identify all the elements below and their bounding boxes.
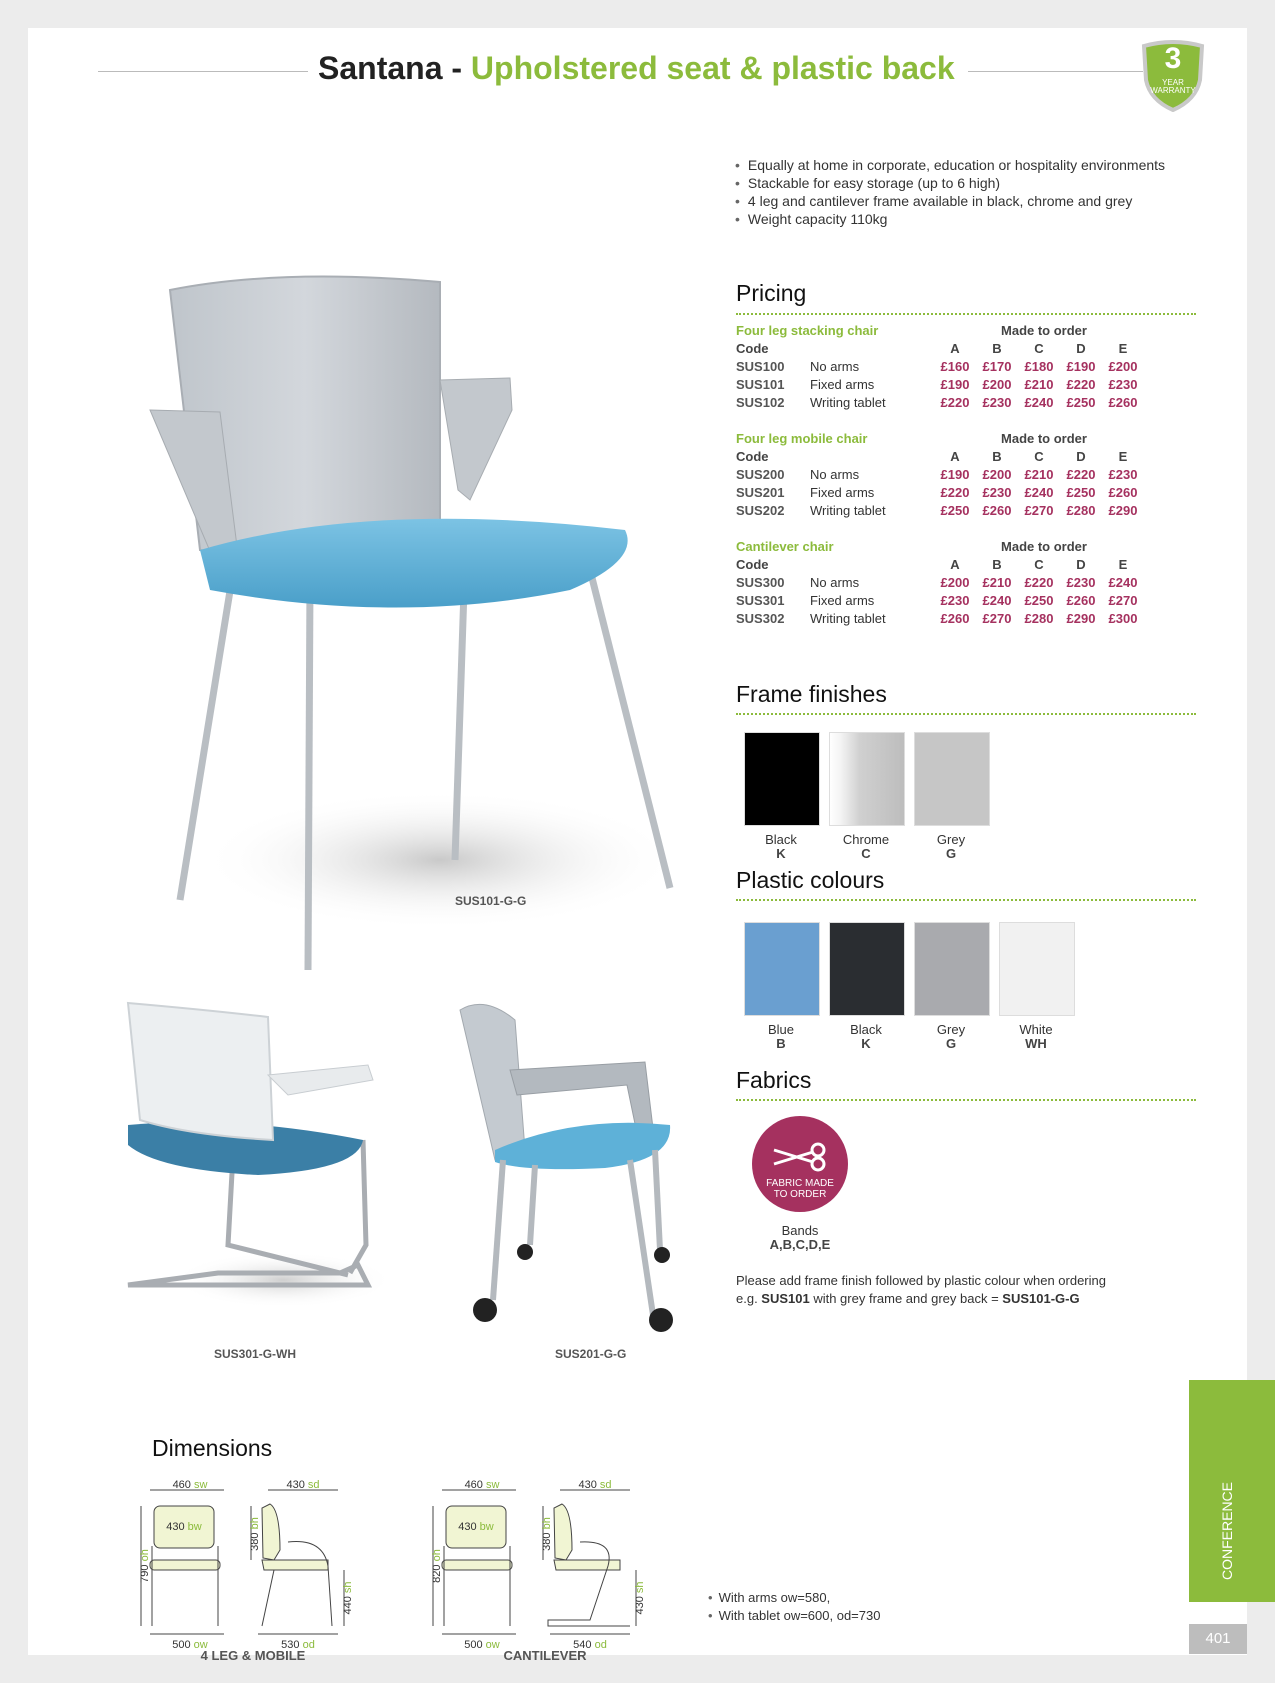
price-cell: £170 [982, 359, 1012, 374]
frame-finishes-divider [736, 713, 1196, 715]
plastic-colour-code: B [776, 1036, 786, 1051]
dimension-diagram-label: CANTILEVER [503, 1648, 587, 1663]
dimension-drawing [138, 1480, 368, 1660]
warranty-number: 3 [1164, 42, 1182, 75]
frame-finish-code: G [945, 846, 957, 861]
frame-finish-swatch-label [821, 833, 911, 861]
pricing-row [736, 593, 1196, 611]
front-seat-shape [442, 1560, 512, 1570]
pricing-heading: Pricing [736, 280, 807, 306]
plastic-colour-code: K [861, 1036, 871, 1051]
side-seat-shape [262, 1560, 328, 1570]
pricing-row [736, 611, 1196, 629]
cantilever-chair-image [118, 995, 388, 1315]
dimension-diagram-label: 4 LEG & MOBILE [200, 1648, 306, 1663]
price-cell: £250 [1024, 593, 1054, 608]
frame-finish-swatch-label [906, 833, 996, 861]
price-cell: £240 [1024, 395, 1054, 410]
band-column-label: D [1076, 557, 1086, 572]
dim-od: 540 od [573, 1639, 607, 1651]
product-description: Fixed arms [810, 377, 875, 392]
product-description: No arms [810, 575, 860, 590]
plastic-colour-name: Blue [767, 1022, 795, 1037]
dim-ow: 500 ow [172, 1639, 208, 1651]
dimension-note: • With tablet ow=600, od=730 [708, 1608, 881, 1623]
order-note-line1: Please add frame finish followed by plastic colour when ordering [736, 1273, 1106, 1288]
band-column-label: C [1034, 449, 1044, 464]
dim-sw: 460 sw [172, 1480, 208, 1491]
title-rule-left [98, 71, 308, 72]
front-seat-shape [150, 1560, 220, 1570]
frame-finish-name: Black [765, 832, 797, 847]
product-code: SUS101 [736, 377, 785, 392]
price-cell: £300 [1108, 611, 1138, 626]
dim-bh: 380 bh [249, 1517, 261, 1551]
dim-bh: 380 bh [541, 1517, 553, 1551]
pricing-row [736, 359, 1196, 377]
main-chair-caption: SUS101-G-G [455, 894, 527, 908]
side-back-shape [262, 1504, 280, 1560]
band-column-label: B [992, 449, 1002, 464]
dimension-drawing [430, 1480, 660, 1660]
plastic-colour-swatch-label [991, 1023, 1081, 1051]
page-title [318, 50, 955, 87]
page-number: 401 [1189, 1624, 1247, 1654]
fabric-badge-line1: FABRIC MADE [766, 1178, 834, 1189]
plastic-colour-name: Grey [936, 1022, 966, 1037]
product-code: SUS301 [736, 593, 785, 608]
side-leg [262, 1570, 274, 1626]
price-cell: £270 [1024, 503, 1054, 518]
price-cell: £280 [1066, 503, 1096, 518]
dimension-note: • With arms ow=580, [708, 1590, 831, 1605]
price-cell: £240 [1108, 575, 1138, 590]
feature-item: • Weight capacity 110kg [735, 210, 1165, 228]
price-cell: £200 [982, 377, 1012, 392]
price-cell: £160 [940, 359, 970, 374]
dim-sd: 430 sd [286, 1480, 320, 1491]
scissors-icon [770, 1142, 830, 1172]
plastic-colour-swatch [999, 922, 1075, 1016]
dim-bw: 430 bw [166, 1521, 202, 1533]
pricing-row [736, 395, 1196, 413]
price-cell: £210 [982, 575, 1012, 590]
price-cell: £260 [982, 503, 1012, 518]
dim-sd: 430 sd [578, 1480, 612, 1491]
price-cell: £260 [1108, 395, 1138, 410]
product-code: SUS200 [736, 467, 785, 482]
plastic-colours-heading: Plastic colours [736, 867, 885, 893]
price-cell: £230 [940, 593, 970, 608]
pricing-column-header [736, 557, 1196, 575]
plastic-colour-swatch-label [906, 1023, 996, 1051]
frame-finish-code: K [776, 846, 786, 861]
pricing-column-header [736, 341, 1196, 359]
feature-list [735, 156, 1165, 228]
frame-finish-swatch [744, 732, 820, 826]
made-to-order-label: Made to order [1001, 539, 1087, 554]
band-column-label: A [950, 449, 960, 464]
price-cell: £250 [940, 503, 970, 518]
pricing-row [736, 377, 1196, 395]
price-cell: £240 [982, 593, 1012, 608]
code-column-label: Code [736, 557, 769, 572]
order-note-line2 [736, 1290, 1106, 1308]
plastic-colour-code: G [945, 1036, 957, 1051]
order-note-middle: with grey frame and grey back = [809, 1291, 1003, 1306]
side-arm-leg [288, 1542, 332, 1627]
price-cell: £200 [1108, 359, 1138, 374]
pricing-row [736, 503, 1196, 521]
band-column-label: E [1118, 341, 1128, 356]
feature-item: • Stackable for easy storage (up to 6 high) [735, 174, 1165, 192]
product-code: SUS102 [736, 395, 785, 410]
dim-bw: 430 bw [458, 1521, 494, 1533]
price-cell: £270 [1108, 593, 1138, 608]
plastic-colour-swatch-label [736, 1023, 826, 1051]
band-column-label: A [950, 341, 960, 356]
dimension-diagram-cantilever [430, 1480, 660, 1663]
price-cell: £200 [940, 575, 970, 590]
band-column-label: D [1076, 341, 1086, 356]
order-note-prefix: e.g. [736, 1291, 762, 1306]
dimension-diagram-four-leg [138, 1480, 368, 1663]
band-column-label: E [1118, 449, 1128, 464]
price-cell: £190 [1066, 359, 1096, 374]
plastic-colours-divider [736, 899, 1196, 901]
dim-sh: 430 sh [634, 1581, 646, 1615]
price-cell: £250 [1066, 395, 1096, 410]
price-cell: £270 [982, 611, 1012, 626]
product-description: Writing tablet [810, 503, 886, 518]
pricing-group-header [736, 431, 1196, 449]
price-cell: £220 [940, 395, 970, 410]
price-cell: £260 [1066, 593, 1096, 608]
plastic-colour-name: Black [850, 1022, 882, 1037]
title-rule-right [968, 71, 1143, 72]
side-seat-shape [554, 1560, 620, 1570]
pricing-row [736, 575, 1196, 593]
dim-od: 530 od [281, 1639, 315, 1651]
price-cell: £280 [1024, 611, 1054, 626]
pricing-group-name: Four leg stacking chair [736, 323, 879, 338]
plastic-colour-swatch [914, 922, 990, 1016]
plastic-colour-name: White [1019, 1022, 1053, 1037]
fabric-made-to-order-badge [752, 1116, 848, 1212]
plastic-colour-swatch [829, 922, 905, 1016]
pricing-row [736, 467, 1196, 485]
price-cell: £190 [940, 377, 970, 392]
pricing-divider [736, 313, 1196, 315]
product-description: Fixed arms [810, 485, 875, 500]
frame-finishes-heading: Frame finishes [736, 681, 887, 707]
price-cell: £210 [1024, 377, 1054, 392]
title-product: Santana - [318, 50, 471, 86]
band-column-label: B [992, 341, 1002, 356]
price-cell: £260 [1108, 485, 1138, 500]
code-column-label: Code [736, 449, 769, 464]
frame-finish-code: C [861, 846, 871, 861]
band-column-label: D [1076, 449, 1086, 464]
cantilever-chair-caption: SUS301-G-WH [214, 1347, 297, 1361]
price-cell: £220 [1066, 467, 1096, 482]
price-cell: £240 [1024, 485, 1054, 500]
pricing-group-name: Cantilever chair [736, 539, 834, 554]
product-description: Writing tablet [810, 395, 886, 410]
price-cell: £230 [982, 395, 1012, 410]
price-cell: £180 [1024, 359, 1054, 374]
price-cell: £230 [982, 485, 1012, 500]
feature-item: • 4 leg and cantilever frame available in black, chrome and grey [735, 192, 1165, 210]
frame-finish-swatch [914, 732, 990, 826]
pricing-group-name: Four leg mobile chair [736, 431, 868, 446]
price-cell: £250 [1066, 485, 1096, 500]
made-to-order-label: Made to order [1001, 323, 1087, 338]
frame-finish-name: Grey [936, 832, 966, 847]
order-note-code: SUS101 [761, 1291, 810, 1306]
product-description: No arms [810, 359, 860, 374]
dimension-note-text: With arms ow=580, [718, 1590, 831, 1605]
product-code: SUS201 [736, 485, 785, 500]
product-description: Fixed arms [810, 593, 875, 608]
plastic-colour-code: WH [1025, 1036, 1047, 1051]
pricing-group-header [736, 323, 1196, 341]
price-cell: £220 [1024, 575, 1054, 590]
fabrics-heading: Fabrics [736, 1067, 812, 1093]
band-column-label: A [950, 557, 960, 572]
pricing-column-header [736, 449, 1196, 467]
section-tab [1189, 1380, 1275, 1602]
section-tab-label: CONFERENCE [1219, 1481, 1235, 1580]
bands-label: Bands [781, 1223, 819, 1238]
pricing-group-header [736, 539, 1196, 557]
price-cell: £220 [940, 485, 970, 500]
price-cell: £290 [1108, 503, 1138, 518]
mobile-chair-image [455, 1000, 695, 1340]
fabric-bands-label [755, 1224, 845, 1252]
dim-oh: 820 oh [431, 1549, 443, 1583]
dim-oh: 790 oh [139, 1549, 151, 1583]
warranty-text-year: YEAR [1162, 78, 1184, 87]
frame-finish-swatch-label [736, 833, 826, 861]
price-cell: £200 [982, 467, 1012, 482]
title-subtitle: Upholstered seat & plastic back [470, 50, 955, 86]
product-code: SUS202 [736, 503, 785, 518]
price-cell: £190 [940, 467, 970, 482]
warranty-text-warranty: WARRANTY [1150, 86, 1196, 95]
dimension-note-text: With tablet ow=600, od=730 [718, 1608, 881, 1623]
fabrics-divider [736, 1099, 1196, 1101]
band-column-label: B [992, 557, 1002, 572]
warranty-badge [1138, 40, 1208, 112]
dimensions-heading: Dimensions [152, 1435, 273, 1461]
mobile-chair-caption: SUS201-G-G [555, 1347, 627, 1361]
feature-item: • Equally at home in corporate, education or hospitality environments [735, 156, 1165, 174]
dim-ow: 500 ow [464, 1639, 500, 1651]
price-cell: £260 [940, 611, 970, 626]
frame-finish-swatch [829, 732, 905, 826]
dim-sw: 460 sw [464, 1480, 500, 1491]
pricing-row [736, 485, 1196, 503]
price-cell: £230 [1108, 377, 1138, 392]
price-cell: £230 [1108, 467, 1138, 482]
price-cell: £220 [1066, 377, 1096, 392]
product-code: SUS100 [736, 359, 785, 374]
product-code: SUS300 [736, 575, 785, 590]
made-to-order-label: Made to order [1001, 431, 1087, 446]
code-column-label: Code [736, 341, 769, 356]
price-cell: £210 [1024, 467, 1054, 482]
product-description: Writing tablet [810, 611, 886, 626]
frame-finish-name: Chrome [842, 832, 890, 847]
fabric-badge-line2: TO ORDER [773, 1189, 827, 1200]
order-note-result: SUS101-G-G [1002, 1291, 1080, 1306]
band-column-label: C [1034, 341, 1044, 356]
plastic-colour-swatch [744, 922, 820, 1016]
order-note [736, 1272, 1106, 1308]
dim-sh: 440 sh [342, 1581, 354, 1615]
price-cell: £290 [1066, 611, 1096, 626]
band-column-label: C [1034, 557, 1044, 572]
bands-value: A,B,C,D,E [769, 1237, 831, 1252]
main-chair-image [140, 260, 700, 980]
plastic-colour-swatch-label [821, 1023, 911, 1051]
price-cell: £230 [1066, 575, 1096, 590]
product-description: No arms [810, 467, 860, 482]
product-code: SUS302 [736, 611, 785, 626]
side-back-shape [554, 1504, 572, 1560]
band-column-label: E [1118, 557, 1128, 572]
